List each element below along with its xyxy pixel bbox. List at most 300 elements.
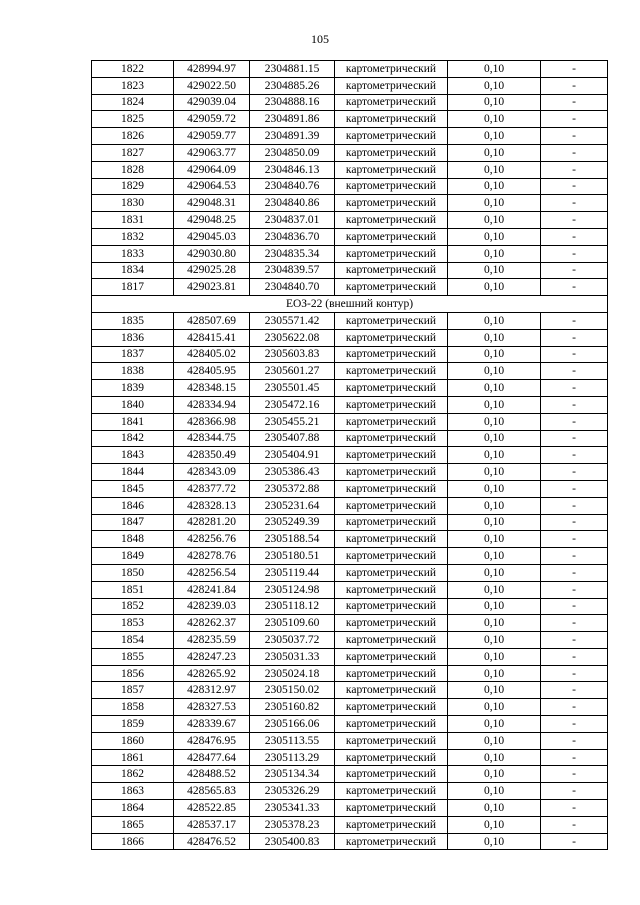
table-row — [92, 564, 608, 581]
x-coordinate-cell: 428565.83 — [174, 783, 250, 800]
method-cell: картометрический — [335, 430, 448, 447]
point-number-cell: 1855 — [92, 648, 174, 665]
y-coordinate-cell: 2305603.83 — [250, 346, 335, 363]
method-cell: картометрический — [335, 447, 448, 464]
accuracy-cell: 0,10 — [448, 161, 541, 178]
point-number-cell: 1841 — [92, 413, 174, 430]
x-coordinate-cell: 428477.64 — [174, 749, 250, 766]
point-number-cell: 1837 — [92, 346, 174, 363]
x-coordinate-cell: 428405.95 — [174, 363, 250, 380]
table-row — [92, 312, 608, 329]
y-coordinate-cell: 2305113.55 — [250, 732, 335, 749]
y-coordinate-cell: 2304881.15 — [250, 61, 335, 78]
y-coordinate-cell: 2304850.09 — [250, 144, 335, 161]
accuracy-cell: 0,10 — [448, 464, 541, 481]
accuracy-cell: 0,10 — [448, 396, 541, 413]
accuracy-cell: 0,10 — [448, 800, 541, 817]
point-number-cell: 1833 — [92, 245, 174, 262]
method-cell: картометрический — [335, 665, 448, 682]
method-cell: картометрический — [335, 111, 448, 128]
note-cell: - — [541, 682, 608, 699]
accuracy-cell: 0,10 — [448, 749, 541, 766]
x-coordinate-cell: 428241.84 — [174, 581, 250, 598]
note-cell: - — [541, 396, 608, 413]
table-row — [92, 94, 608, 111]
point-number-cell: 1854 — [92, 632, 174, 649]
method-cell: картометрический — [335, 161, 448, 178]
x-coordinate-cell: 429023.81 — [174, 279, 250, 296]
method-cell: картометрический — [335, 598, 448, 615]
point-number-cell: 1851 — [92, 581, 174, 598]
y-coordinate-cell: 2304840.86 — [250, 195, 335, 212]
y-coordinate-cell: 2305109.60 — [250, 615, 335, 632]
accuracy-cell: 0,10 — [448, 531, 541, 548]
table-row — [92, 648, 608, 665]
y-coordinate-cell: 2305037.72 — [250, 632, 335, 649]
method-cell: картометрический — [335, 279, 448, 296]
accuracy-cell: 0,10 — [448, 128, 541, 145]
x-coordinate-cell: 429048.25 — [174, 212, 250, 229]
x-coordinate-cell: 428488.52 — [174, 766, 250, 783]
method-cell: картометрический — [335, 178, 448, 195]
note-cell: - — [541, 548, 608, 565]
x-coordinate-cell: 428476.95 — [174, 732, 250, 749]
method-cell: картометрический — [335, 732, 448, 749]
accuracy-cell: 0,10 — [448, 480, 541, 497]
accuracy-cell: 0,10 — [448, 329, 541, 346]
method-cell: картометрический — [335, 699, 448, 716]
method-cell: картометрический — [335, 749, 448, 766]
accuracy-cell: 0,10 — [448, 833, 541, 850]
x-coordinate-cell: 429048.31 — [174, 195, 250, 212]
note-cell: - — [541, 615, 608, 632]
table-row — [92, 514, 608, 531]
y-coordinate-cell: 2305118.12 — [250, 598, 335, 615]
y-coordinate-cell: 2304891.86 — [250, 111, 335, 128]
point-number-cell: 1838 — [92, 363, 174, 380]
y-coordinate-cell: 2305188.54 — [250, 531, 335, 548]
y-coordinate-cell: 2304836.70 — [250, 228, 335, 245]
x-coordinate-cell: 428327.53 — [174, 699, 250, 716]
method-cell: картометрический — [335, 144, 448, 161]
table-row — [92, 195, 608, 212]
method-cell: картометрический — [335, 581, 448, 598]
table-row — [92, 161, 608, 178]
table-row — [92, 77, 608, 94]
y-coordinate-cell: 2304885.26 — [250, 77, 335, 94]
point-number-cell: 1865 — [92, 816, 174, 833]
note-cell: - — [541, 732, 608, 749]
method-cell: картометрический — [335, 514, 448, 531]
method-cell: картометрический — [335, 329, 448, 346]
x-coordinate-cell: 428343.09 — [174, 464, 250, 481]
point-number-cell: 1827 — [92, 144, 174, 161]
point-number-cell: 1825 — [92, 111, 174, 128]
accuracy-cell: 0,10 — [448, 665, 541, 682]
table-row — [92, 749, 608, 766]
note-cell: - — [541, 564, 608, 581]
x-coordinate-cell: 428281.20 — [174, 514, 250, 531]
note-cell: - — [541, 531, 608, 548]
note-cell: - — [541, 144, 608, 161]
y-coordinate-cell: 2305180.51 — [250, 548, 335, 565]
accuracy-cell: 0,10 — [448, 648, 541, 665]
method-cell: картометрический — [335, 312, 448, 329]
y-coordinate-cell: 2305150.02 — [250, 682, 335, 699]
x-coordinate-cell: 428377.72 — [174, 480, 250, 497]
point-number-cell: 1830 — [92, 195, 174, 212]
x-coordinate-cell: 429064.09 — [174, 161, 250, 178]
note-cell: - — [541, 380, 608, 397]
method-cell: картометрический — [335, 682, 448, 699]
point-number-cell: 1844 — [92, 464, 174, 481]
x-coordinate-cell: 428366.98 — [174, 413, 250, 430]
x-coordinate-cell: 428476.52 — [174, 833, 250, 850]
y-coordinate-cell: 2305134.34 — [250, 766, 335, 783]
accuracy-cell: 0,10 — [448, 699, 541, 716]
point-number-cell: 1817 — [92, 279, 174, 296]
method-cell: картометрический — [335, 212, 448, 229]
method-cell: картометрический — [335, 61, 448, 78]
method-cell: картометрический — [335, 632, 448, 649]
x-coordinate-cell: 428265.92 — [174, 665, 250, 682]
method-cell: картометрический — [335, 766, 448, 783]
accuracy-cell: 0,10 — [448, 94, 541, 111]
table-row — [92, 548, 608, 565]
point-number-cell: 1862 — [92, 766, 174, 783]
note-cell: - — [541, 195, 608, 212]
point-number-cell: 1831 — [92, 212, 174, 229]
point-number-cell: 1860 — [92, 732, 174, 749]
table-row — [92, 228, 608, 245]
note-cell: - — [541, 329, 608, 346]
point-number-cell: 1842 — [92, 430, 174, 447]
y-coordinate-cell: 2305372.88 — [250, 480, 335, 497]
method-cell: картометрический — [335, 262, 448, 279]
y-coordinate-cell: 2304846.13 — [250, 161, 335, 178]
method-cell: картометрический — [335, 833, 448, 850]
point-number-cell: 1853 — [92, 615, 174, 632]
table-row — [92, 716, 608, 733]
method-cell: картометрический — [335, 615, 448, 632]
method-cell: картометрический — [335, 128, 448, 145]
y-coordinate-cell: 2305119.44 — [250, 564, 335, 581]
accuracy-cell: 0,10 — [448, 783, 541, 800]
method-cell: картометрический — [335, 800, 448, 817]
method-cell: картометрический — [335, 480, 448, 497]
y-coordinate-cell: 2305124.98 — [250, 581, 335, 598]
table-row — [92, 329, 608, 346]
note-cell: - — [541, 800, 608, 817]
x-coordinate-cell: 428348.15 — [174, 380, 250, 397]
note-cell: - — [541, 514, 608, 531]
x-coordinate-cell: 428334.94 — [174, 396, 250, 413]
method-cell: картометрический — [335, 396, 448, 413]
table-row — [92, 144, 608, 161]
note-cell: - — [541, 128, 608, 145]
table-row — [92, 783, 608, 800]
accuracy-cell: 0,10 — [448, 732, 541, 749]
method-cell: картометрический — [335, 346, 448, 363]
accuracy-cell: 0,10 — [448, 430, 541, 447]
method-cell: картометрический — [335, 363, 448, 380]
accuracy-cell: 0,10 — [448, 144, 541, 161]
point-number-cell: 1834 — [92, 262, 174, 279]
table-row — [92, 380, 608, 397]
accuracy-cell: 0,10 — [448, 816, 541, 833]
accuracy-cell: 0,10 — [448, 413, 541, 430]
point-number-cell: 1864 — [92, 800, 174, 817]
y-coordinate-cell: 2304835.34 — [250, 245, 335, 262]
x-coordinate-cell: 428350.49 — [174, 447, 250, 464]
y-coordinate-cell: 2305031.33 — [250, 648, 335, 665]
x-coordinate-cell: 429030.80 — [174, 245, 250, 262]
x-coordinate-cell: 428507.69 — [174, 312, 250, 329]
y-coordinate-cell: 2305378.23 — [250, 816, 335, 833]
table-row — [92, 396, 608, 413]
table-row — [92, 279, 608, 296]
x-coordinate-cell: 428312.97 — [174, 682, 250, 699]
y-coordinate-cell: 2305400.83 — [250, 833, 335, 850]
table-row — [92, 816, 608, 833]
x-coordinate-cell: 428239.03 — [174, 598, 250, 615]
note-cell: - — [541, 749, 608, 766]
method-cell: картометрический — [335, 783, 448, 800]
point-number-cell: 1823 — [92, 77, 174, 94]
point-number-cell: 1843 — [92, 447, 174, 464]
accuracy-cell: 0,10 — [448, 363, 541, 380]
note-cell: - — [541, 816, 608, 833]
point-number-cell: 1835 — [92, 312, 174, 329]
note-cell: - — [541, 161, 608, 178]
table-row — [92, 581, 608, 598]
accuracy-cell: 0,10 — [448, 312, 541, 329]
table-row — [92, 766, 608, 783]
accuracy-cell: 0,10 — [448, 178, 541, 195]
table-row — [92, 497, 608, 514]
x-coordinate-cell: 428247.23 — [174, 648, 250, 665]
note-cell: - — [541, 279, 608, 296]
table-row — [92, 732, 608, 749]
accuracy-cell: 0,10 — [448, 564, 541, 581]
y-coordinate-cell: 2305160.82 — [250, 699, 335, 716]
method-cell: картометрический — [335, 464, 448, 481]
table-row — [92, 111, 608, 128]
note-cell: - — [541, 464, 608, 481]
table-row — [92, 363, 608, 380]
accuracy-cell: 0,10 — [448, 195, 541, 212]
point-number-cell: 1829 — [92, 178, 174, 195]
table-row — [92, 480, 608, 497]
note-cell: - — [541, 94, 608, 111]
page-number: 105 — [311, 32, 329, 46]
accuracy-cell: 0,10 — [448, 77, 541, 94]
method-cell: картометрический — [335, 413, 448, 430]
note-cell: - — [541, 783, 608, 800]
y-coordinate-cell: 2304840.76 — [250, 178, 335, 195]
y-coordinate-cell: 2305501.45 — [250, 380, 335, 397]
x-coordinate-cell: 428344.75 — [174, 430, 250, 447]
x-coordinate-cell: 428328.13 — [174, 497, 250, 514]
accuracy-cell: 0,10 — [448, 548, 541, 565]
accuracy-cell: 0,10 — [448, 61, 541, 78]
point-number-cell: 1846 — [92, 497, 174, 514]
point-number-cell: 1861 — [92, 749, 174, 766]
point-number-cell: 1822 — [92, 61, 174, 78]
note-cell: - — [541, 312, 608, 329]
method-cell: картометрический — [335, 548, 448, 565]
y-coordinate-cell: 2304839.57 — [250, 262, 335, 279]
y-coordinate-cell: 2305024.18 — [250, 665, 335, 682]
note-cell: - — [541, 413, 608, 430]
note-cell: - — [541, 61, 608, 78]
table-row — [92, 245, 608, 262]
point-number-cell: 1849 — [92, 548, 174, 565]
note-cell: - — [541, 581, 608, 598]
note-cell: - — [541, 262, 608, 279]
y-coordinate-cell: 2305326.29 — [250, 783, 335, 800]
method-cell: картометрический — [335, 94, 448, 111]
note-cell: - — [541, 212, 608, 229]
y-coordinate-cell: 2305407.88 — [250, 430, 335, 447]
table-row — [92, 212, 608, 229]
accuracy-cell: 0,10 — [448, 262, 541, 279]
table-row — [92, 833, 608, 850]
point-number-cell: 1836 — [92, 329, 174, 346]
x-coordinate-cell: 429025.28 — [174, 262, 250, 279]
point-number-cell: 1852 — [92, 598, 174, 615]
y-coordinate-cell: 2305455.21 — [250, 413, 335, 430]
table-row — [92, 430, 608, 447]
coordinates-table-body — [92, 61, 608, 850]
table-row — [92, 346, 608, 363]
table-row — [92, 682, 608, 699]
y-coordinate-cell: 2305404.91 — [250, 447, 335, 464]
coordinates-table — [91, 60, 608, 850]
point-number-cell: 1856 — [92, 665, 174, 682]
method-cell: картометрический — [335, 564, 448, 581]
accuracy-cell: 0,10 — [448, 228, 541, 245]
table-row — [92, 531, 608, 548]
note-cell: - — [541, 716, 608, 733]
method-cell: картометрический — [335, 228, 448, 245]
table-row — [92, 800, 608, 817]
x-coordinate-cell: 428994.97 — [174, 61, 250, 78]
point-number-cell: 1859 — [92, 716, 174, 733]
note-cell: - — [541, 363, 608, 380]
note-cell: - — [541, 77, 608, 94]
section-title: ЕОЗ-22 (внешний контур) — [92, 296, 608, 313]
note-cell: - — [541, 648, 608, 665]
note-cell: - — [541, 632, 608, 649]
accuracy-cell: 0,10 — [448, 766, 541, 783]
x-coordinate-cell: 428256.54 — [174, 564, 250, 581]
accuracy-cell: 0,10 — [448, 615, 541, 632]
method-cell: картометрический — [335, 648, 448, 665]
accuracy-cell: 0,10 — [448, 380, 541, 397]
point-number-cell: 1850 — [92, 564, 174, 581]
note-cell: - — [541, 228, 608, 245]
note-cell: - — [541, 178, 608, 195]
table-row — [92, 665, 608, 682]
x-coordinate-cell: 428522.85 — [174, 800, 250, 817]
y-coordinate-cell: 2305472.16 — [250, 396, 335, 413]
table-row — [92, 61, 608, 78]
point-number-cell: 1858 — [92, 699, 174, 716]
x-coordinate-cell: 429059.72 — [174, 111, 250, 128]
note-cell: - — [541, 497, 608, 514]
method-cell: картометрический — [335, 816, 448, 833]
point-number-cell: 1840 — [92, 396, 174, 413]
method-cell: картометрический — [335, 380, 448, 397]
accuracy-cell: 0,10 — [448, 632, 541, 649]
x-coordinate-cell: 429039.04 — [174, 94, 250, 111]
table-row — [92, 413, 608, 430]
table-row — [92, 447, 608, 464]
point-number-cell: 1845 — [92, 480, 174, 497]
y-coordinate-cell: 2304888.16 — [250, 94, 335, 111]
accuracy-cell: 0,10 — [448, 682, 541, 699]
note-cell: - — [541, 766, 608, 783]
y-coordinate-cell: 2305571.42 — [250, 312, 335, 329]
y-coordinate-cell: 2305249.39 — [250, 514, 335, 531]
point-number-cell: 1828 — [92, 161, 174, 178]
method-cell: картометрический — [335, 195, 448, 212]
y-coordinate-cell: 2305601.27 — [250, 363, 335, 380]
accuracy-cell: 0,10 — [448, 581, 541, 598]
section-header-row — [92, 296, 608, 313]
y-coordinate-cell: 2304840.70 — [250, 279, 335, 296]
table-row — [92, 262, 608, 279]
accuracy-cell: 0,10 — [448, 245, 541, 262]
note-cell: - — [541, 111, 608, 128]
point-number-cell: 1848 — [92, 531, 174, 548]
point-number-cell: 1863 — [92, 783, 174, 800]
x-coordinate-cell: 428278.76 — [174, 548, 250, 565]
y-coordinate-cell: 2305386.43 — [250, 464, 335, 481]
accuracy-cell: 0,10 — [448, 212, 541, 229]
accuracy-cell: 0,10 — [448, 514, 541, 531]
y-coordinate-cell: 2305341.33 — [250, 800, 335, 817]
point-number-cell: 1839 — [92, 380, 174, 397]
x-coordinate-cell: 429063.77 — [174, 144, 250, 161]
x-coordinate-cell: 429022.50 — [174, 77, 250, 94]
note-cell: - — [541, 430, 608, 447]
note-cell: - — [541, 245, 608, 262]
method-cell: картометрический — [335, 245, 448, 262]
table-row — [92, 128, 608, 145]
note-cell: - — [541, 480, 608, 497]
point-number-cell: 1824 — [92, 94, 174, 111]
y-coordinate-cell: 2304837.01 — [250, 212, 335, 229]
method-cell: картометрический — [335, 716, 448, 733]
method-cell: картометрический — [335, 531, 448, 548]
accuracy-cell: 0,10 — [448, 279, 541, 296]
y-coordinate-cell: 2304891.39 — [250, 128, 335, 145]
table-row — [92, 699, 608, 716]
accuracy-cell: 0,10 — [448, 346, 541, 363]
table-row — [92, 615, 608, 632]
x-coordinate-cell: 428262.37 — [174, 615, 250, 632]
note-cell: - — [541, 699, 608, 716]
x-coordinate-cell: 428235.59 — [174, 632, 250, 649]
point-number-cell: 1857 — [92, 682, 174, 699]
accuracy-cell: 0,10 — [448, 111, 541, 128]
note-cell: - — [541, 665, 608, 682]
x-coordinate-cell: 428537.17 — [174, 816, 250, 833]
note-cell: - — [541, 833, 608, 850]
x-coordinate-cell: 428256.76 — [174, 531, 250, 548]
